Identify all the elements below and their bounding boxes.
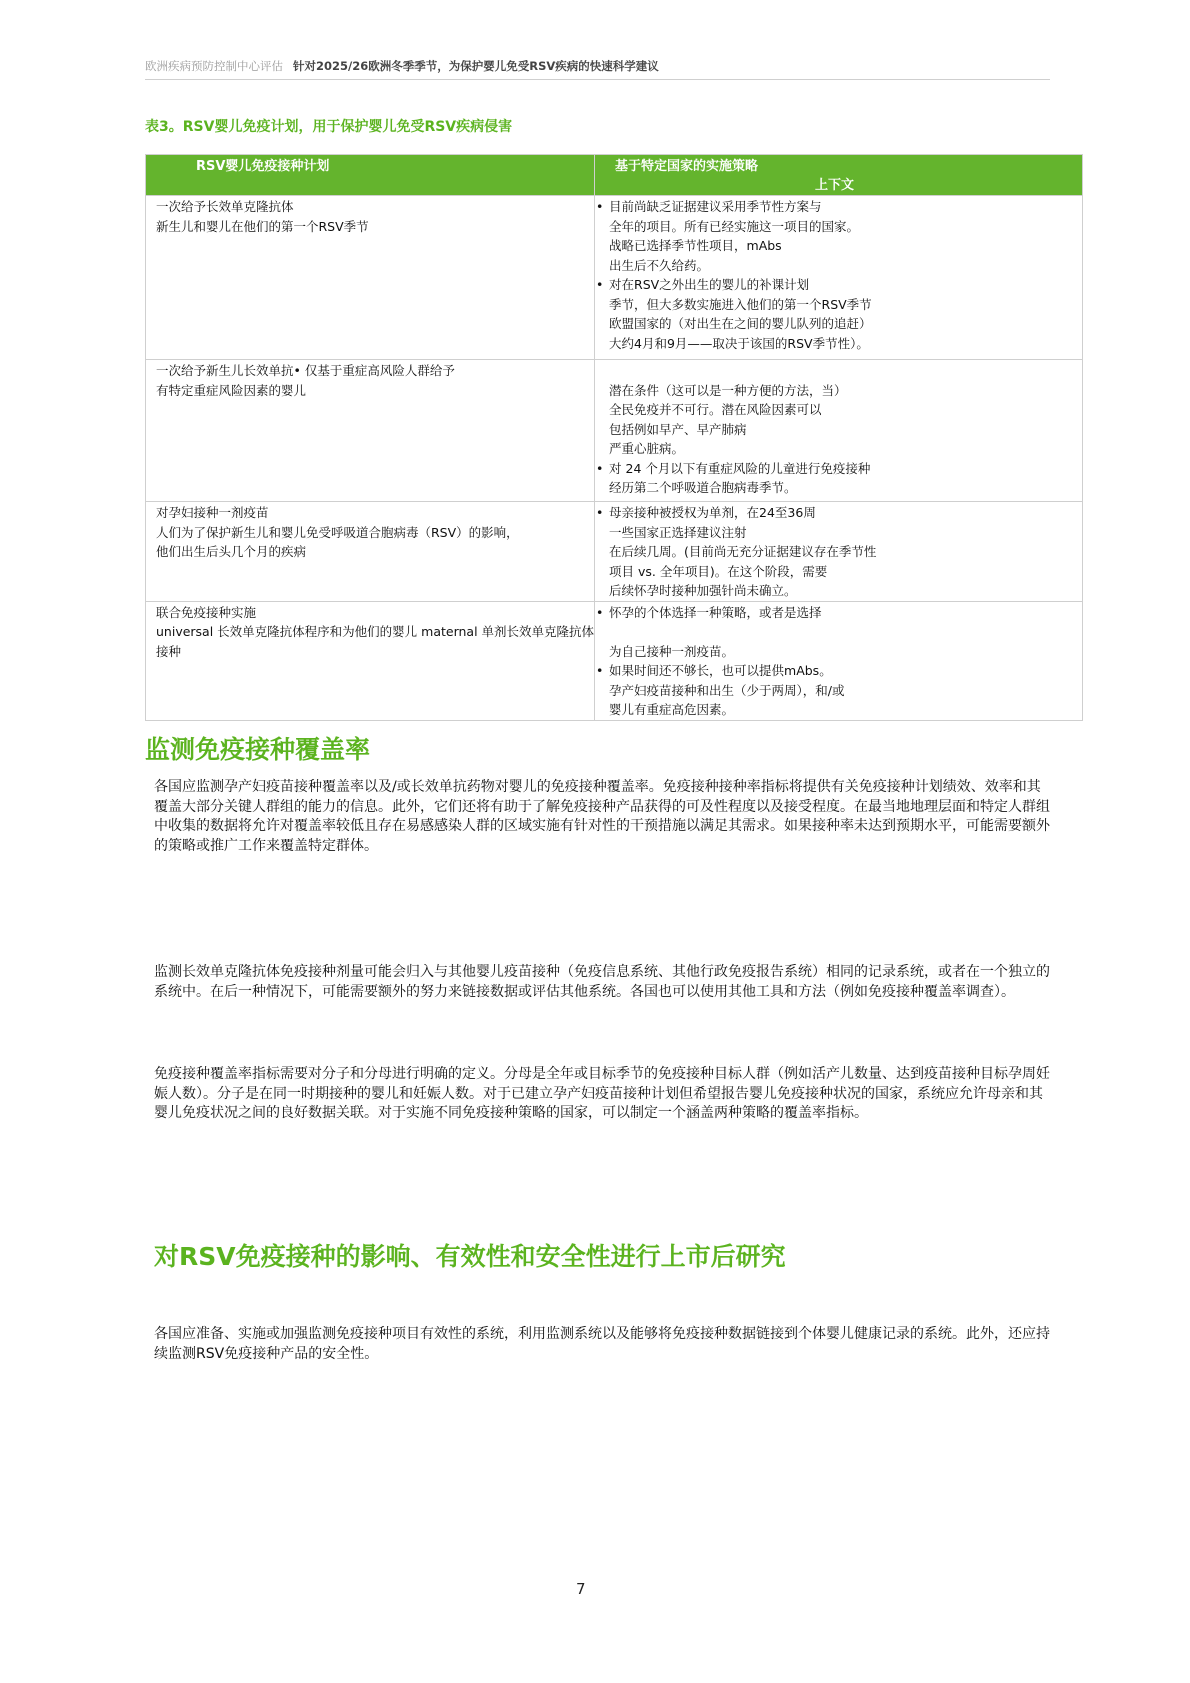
coverage-paragraph-3: 免疫接种覆盖率指标需要对分子和分母进行明确的定义。分母是全年或目标季节的免疫接种目标人群（例如活产儿数量、达到疫苗接种目标孕周妊娠人数）。分子是在同一时期接种的婴儿和妊娠人数。对于已建立孕产妇疫苗接种计划但希望报告婴儿免疫接种状况的国家，系统应允许母亲和其婴儿免疫状况之间的良好数据关联。对于实施不同免疫接种策略的国家，可以制定一个涵盖两种策略的覆盖率指标。: [154, 1066, 1050, 1121]
cell-line: 为自己接种一剂疫苗。: [609, 643, 735, 659]
programme-cell: [146, 196, 595, 360]
cell-line: 一次给予长效单克隆抗体: [156, 199, 294, 214]
bullet-line: • 母亲接种被授权为单剂，在24至36周: [595, 503, 1082, 523]
table-header-programme: [146, 155, 595, 196]
bullet-line: • 对 24 个月以下有重症风险的儿童进行免疫接种: [595, 459, 1082, 479]
cell-line: 季节，但大多数实施进入他们的第一个RSV季节: [609, 296, 872, 312]
header-organization: 欧洲疾病预防控制中心评估: [145, 59, 283, 73]
table-header-row: [146, 155, 1083, 196]
cell-line: 欧盟国家的（对出生在之间的婴儿队列的追赶）: [609, 316, 872, 331]
strategy-cell: [595, 601, 1083, 720]
table-header-strategy: [595, 155, 1083, 196]
header-col2-label: 基于特定国家的实施策略: [615, 159, 759, 174]
section-heading-coverage: 监测免疫接种覆盖率: [145, 735, 371, 764]
cell-line: 全民免疫并不可行。潜在风险因素可以: [609, 402, 822, 417]
cell-line: 大约4月和9月——取决于该国的RSV季节性）。: [609, 335, 869, 351]
bullet-line: • 怀孕的个体选择一种策略，或者是选择: [595, 603, 1082, 623]
header-col2-sublabel: 上下文: [815, 177, 855, 193]
post-marketing-paragraph: 各国应准备、实施或加强监测免疫接种项目有效性的系统，利用监测系统以及能够将免疫接种数据链接到个体婴儿健康记录的系统。此外，还应持续监测RSV免疫接种产品的安全性。: [154, 1326, 1050, 1362]
section-heading-post-marketing: 对RSV免疫接种的影响、有效性和安全性进行上市后研究: [154, 1242, 786, 1271]
cell-line: 出生后不久给药。: [609, 257, 710, 273]
table-row: [146, 360, 1083, 502]
cell-line: 接种: [156, 643, 182, 659]
cell-line: 全年的项目。所有已经实施这一项目的国家。: [609, 218, 860, 234]
table-row: [146, 196, 1083, 360]
cell-line: 潜在条件（这可以是一种方便的方法，当）: [609, 382, 847, 398]
programme-cell: [146, 360, 595, 502]
cell-line: 包括例如早产、早产肺病: [609, 421, 747, 437]
table-row: [146, 502, 1083, 602]
cell-line: 他们出生后头几个月的疾病: [156, 544, 307, 559]
cell-line: 在后续几周。(目前尚无充分证据建议存在季节性: [609, 544, 877, 559]
cell-line: 婴儿有重症高危因素。: [609, 702, 735, 717]
table-caption: 表3。RSV婴儿免疫计划，用于保护婴儿免受RSV疾病侵害: [145, 119, 513, 135]
programme-cell: [146, 502, 595, 602]
bullet-line: • 目前尚缺乏证据建议采用季节性方案与: [595, 197, 1082, 217]
cell-line: 后续怀孕时接种加强针尚未确立。: [609, 583, 797, 598]
bullet-line: • 如果时间还不够长，也可以提供mAbs。: [595, 661, 1082, 681]
strategy-cell: [595, 196, 1083, 360]
cell-line: 人们为了保护新生儿和婴儿免受呼吸道合胞病毒（RSV）的影响，: [156, 524, 519, 540]
cell-line: 战略已选择季节性项目，mAbs: [609, 238, 782, 253]
programme-cell: [146, 601, 595, 720]
cell-line: 有特定重症风险因素的婴儿: [156, 382, 307, 398]
cell-line: 对孕妇接种一剂疫苗: [156, 505, 269, 520]
cell-line: 新生儿和婴儿在他们的第一个RSV季节: [156, 218, 369, 234]
coverage-paragraph-2: 监测长效单克隆抗体免疫接种剂量可能会归入与其他婴儿疫苗接种（免疫信息系统、其他行政免疫报告系统）相同的记录系统，或者在一个独立的系统中。在后一种情况下，可能需要额外的努力来链接数据或评估其他系统。各国也可以使用其他工具和方法（例如免疫接种覆盖率调查）。: [154, 964, 1050, 1000]
cell-line: 经历第二个呼吸道合胞病毒季节。: [609, 480, 797, 495]
cell-line: 联合免疫接种实施: [156, 604, 257, 620]
cell-line: 孕产妇疫苗接种和出生（少于两周），和/或: [609, 682, 845, 698]
bullet-line: • 对在RSV之外出生的婴儿的补课计划: [595, 275, 1082, 295]
cell-line: universal 长效单克隆抗体程序和为他们的婴儿 maternal 单剂长效单克隆抗体: [156, 624, 595, 639]
cell-line: 项目 vs. 全年项目)。在这个阶段，需要: [609, 563, 828, 579]
page-number: 7: [576, 1580, 586, 1598]
header-col1-label: RSV婴儿免疫接种计划: [196, 159, 330, 174]
cell-line: 一次给予新生儿长效单抗• 仅基于重症高风险人群给予: [156, 363, 455, 378]
strategy-cell: [595, 502, 1083, 602]
cell-line: 严重心脏病。: [609, 441, 685, 456]
cell-line: 一些国家正选择建议注射: [609, 524, 747, 540]
header-document-title: 针对2025/26欧洲冬季季节，为保护婴儿免受RSV疾病的快速科学建议: [293, 59, 659, 73]
table-row: [146, 601, 1083, 720]
strategy-cell: [595, 360, 1083, 502]
running-header: [145, 58, 1050, 80]
rsv-programme-table: [145, 154, 1083, 721]
coverage-paragraph-1: 各国应监测孕产妇疫苗接种覆盖率以及/或长效单抗药物对婴儿的免疫接种覆盖率。免疫接种接种率指标将提供有关免疫接种计划绩效、效率和其覆盖大部分关键人群组的能力的信息。此外，它们还将有助于了解免疫接种产品获得的可及性程度以及接受程度。在最当地地理层面和特定人群组中收集的数据将允许对覆盖率较低且存在易感感染人群的区域实施有针对性的干预措施以满足其需求。如果接种率未达到预期水平，可能需要额外的策略或推广工作来覆盖特定群体。: [154, 779, 1050, 854]
